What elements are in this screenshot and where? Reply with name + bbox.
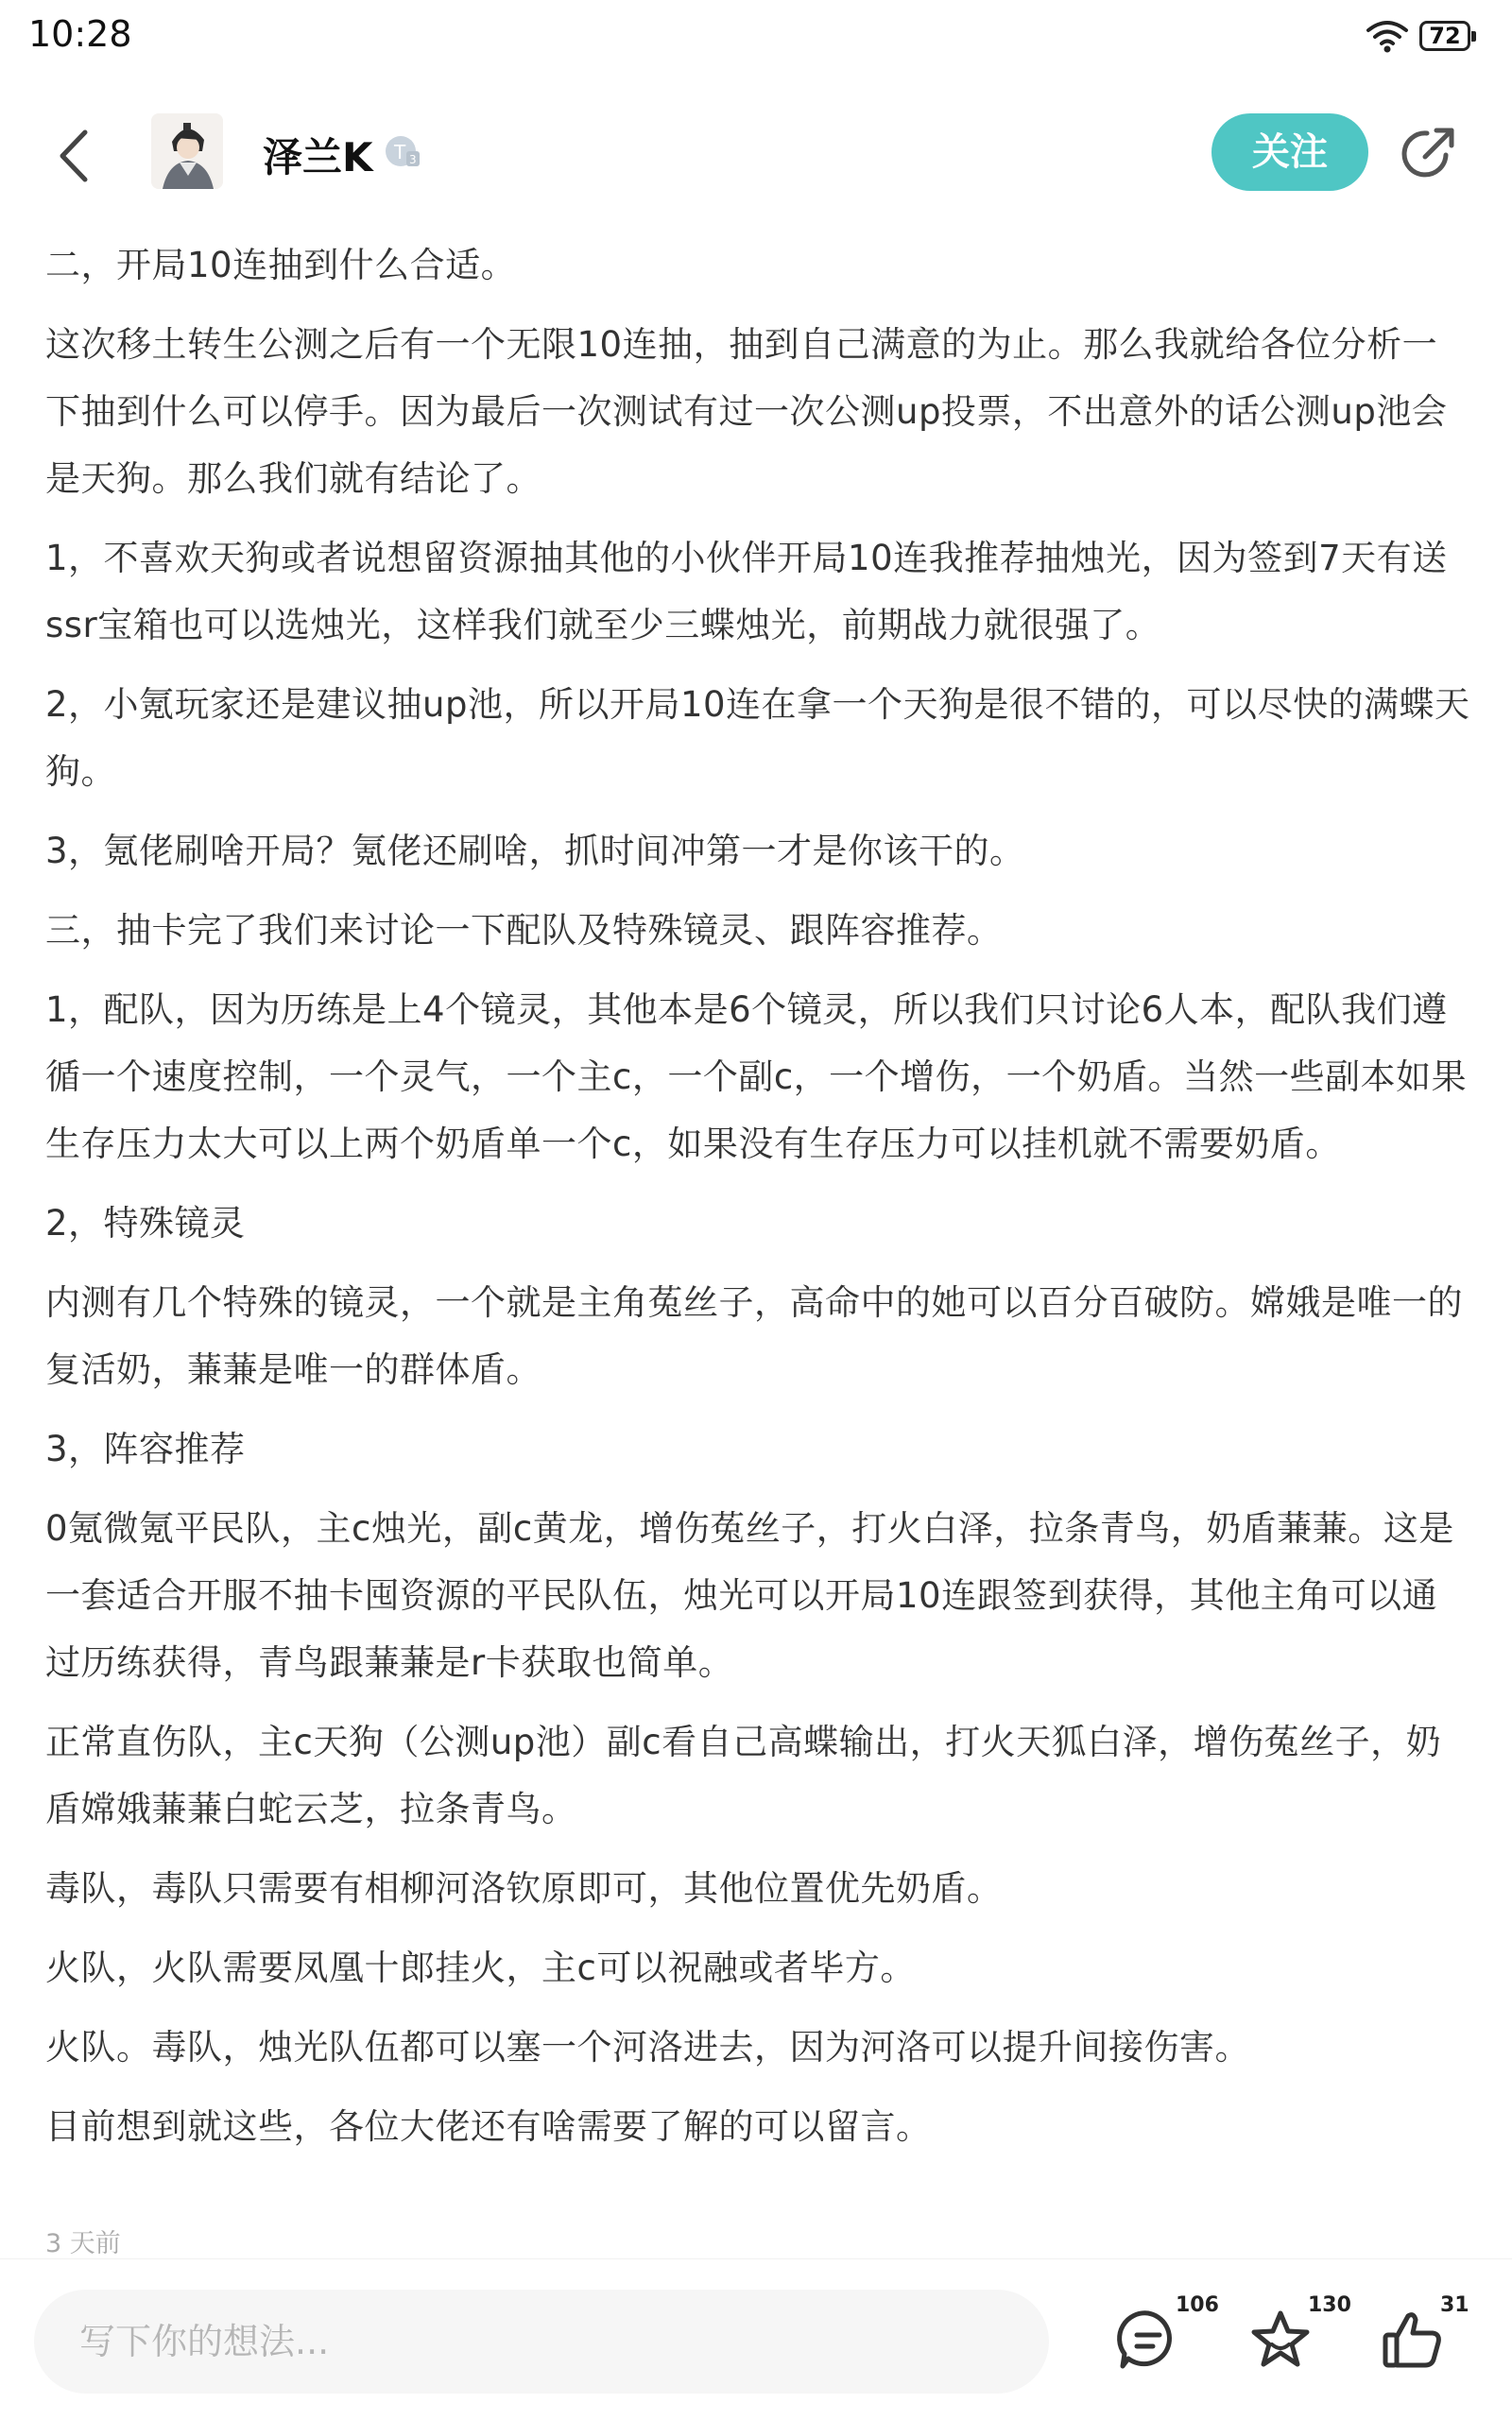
article-paragraph: 二，开局10连抽到什么合适。	[45, 245, 517, 285]
thumbs-up-icon	[1380, 2307, 1446, 2373]
article-paragraph: 2，小氪玩家还是建议抽up池，所以开局10连在拿一个天狗是很不错的，可以尽快的满蝶天狗。	[45, 684, 1470, 792]
comment-button[interactable]	[1115, 2293, 1219, 2388]
level-badge-icon	[384, 132, 421, 170]
article-paragraph: 正常直伤队，主c天狗（公测up池）副c看自己高蝶输出，打火天狐白泽，增伤菟丝子，奶盾嫦娥蒹蒹白蛇云芝，拉条青鸟。	[45, 1722, 1442, 1829]
article-paragraph: 2，特殊镜灵	[45, 1203, 246, 1244]
like-count: 31	[1440, 2293, 1469, 2317]
back-button[interactable]	[47, 123, 104, 189]
article-paragraph: 这次移土转生公测之后有一个无限10连抽，抽到自己满意的为止。那么我就给各位分析一下抽到什么可以停手。因为最后一次测试有过一次公测up投票，不出意外的话公测up池会是天狗。那么我们就有结论了。	[45, 324, 1448, 499]
author-name[interactable]: 泽兰K	[263, 134, 373, 180]
article-paragraph: 3，阵容推荐	[45, 1429, 246, 1469]
article-paragraph: 毒队，毒队只需要有相柳河洛钦原即可，其他位置优先奶盾。	[45, 1868, 1003, 1909]
share-icon[interactable]	[1397, 123, 1459, 185]
article-paragraph: 3，氪佬刷啥开局？氪佬还刷啥，抓时间冲第一才是你该干的。	[45, 831, 1025, 871]
svg-text:3: 3	[409, 153, 417, 166]
status-time: 10:28	[28, 13, 132, 55]
follow-button[interactable]: 关注	[1211, 113, 1368, 191]
article-paragraph: 火队。毒队，烛光队伍都可以塞一个河洛进去，因为河洛可以提升间接伤害。	[45, 2027, 1250, 2068]
wifi-icon	[1366, 17, 1409, 55]
article-paragraph: 0氪微氪平民队，主c烛光，副c黄龙，增伤菟丝子，打火白泽，拉条青鸟，奶盾蒹蒹。这是一套适合开服不抽卡囤资源的平民队伍，烛光可以开局10连跟签到获得，其他主角可以通过历练获得，青鸟跟蒹蒹是r卡获取也简单。	[45, 1508, 1454, 1683]
bottom-action-bar	[0, 2258, 1512, 2420]
article-paragraph: 火队，火队需要凤凰十郎挂火，主c可以祝融或者毕方。	[45, 1948, 916, 1988]
article-paragraph: 1，不喜欢天狗或者说想留资源抽其他的小伙伴开局10连我推荐抽烛光，因为签到7天有送ssr宝箱也可以选烛光，这样我们就至少三蝶烛光，前期战力就很强了。	[45, 538, 1448, 645]
svg-text:T: T	[394, 141, 406, 163]
article-body	[45, 232, 1472, 2172]
article-paragraph: 1，配队，因为历练是上4个镜灵，其他本是6个镜灵，所以我们只讨论6人本，配队我们遵循一个速度控制，一个灵气，一个主c，一个副c，一个增伤，一个奶盾。当然一些副本如果生存压力太大可以上两个奶盾单一个c，如果没有生存压力可以挂机就不需要奶盾。	[45, 989, 1468, 1164]
avatar-illustration-icon	[151, 113, 223, 189]
article-paragraph: 内测有几个特殊的镜灵，一个就是主角菟丝子，高命中的她可以百分百破防。嫦娥是唯一的复活奶，蒹蒹是唯一的群体盾。	[45, 1282, 1463, 1390]
like-button[interactable]	[1380, 2293, 1484, 2388]
article-paragraph: 三，抽卡完了我们来讨论一下配队及特殊镜灵、跟阵容推荐。	[45, 910, 1003, 951]
post-timestamp: 3 天前	[45, 2229, 121, 2258]
header	[0, 85, 1512, 222]
comment-count: 106	[1176, 2293, 1219, 2317]
battery-indicator: 72	[1419, 21, 1470, 51]
favorite-button[interactable]	[1247, 2293, 1351, 2388]
comment-icon	[1115, 2307, 1181, 2373]
status-bar	[0, 0, 1512, 76]
article-paragraph: 目前想到就这些，各位大佬还有啥需要了解的可以留言。	[45, 2106, 932, 2147]
star-icon	[1247, 2307, 1314, 2373]
favorite-count: 130	[1308, 2293, 1351, 2317]
comment-input[interactable]	[34, 2290, 1049, 2394]
avatar[interactable]	[151, 113, 223, 189]
